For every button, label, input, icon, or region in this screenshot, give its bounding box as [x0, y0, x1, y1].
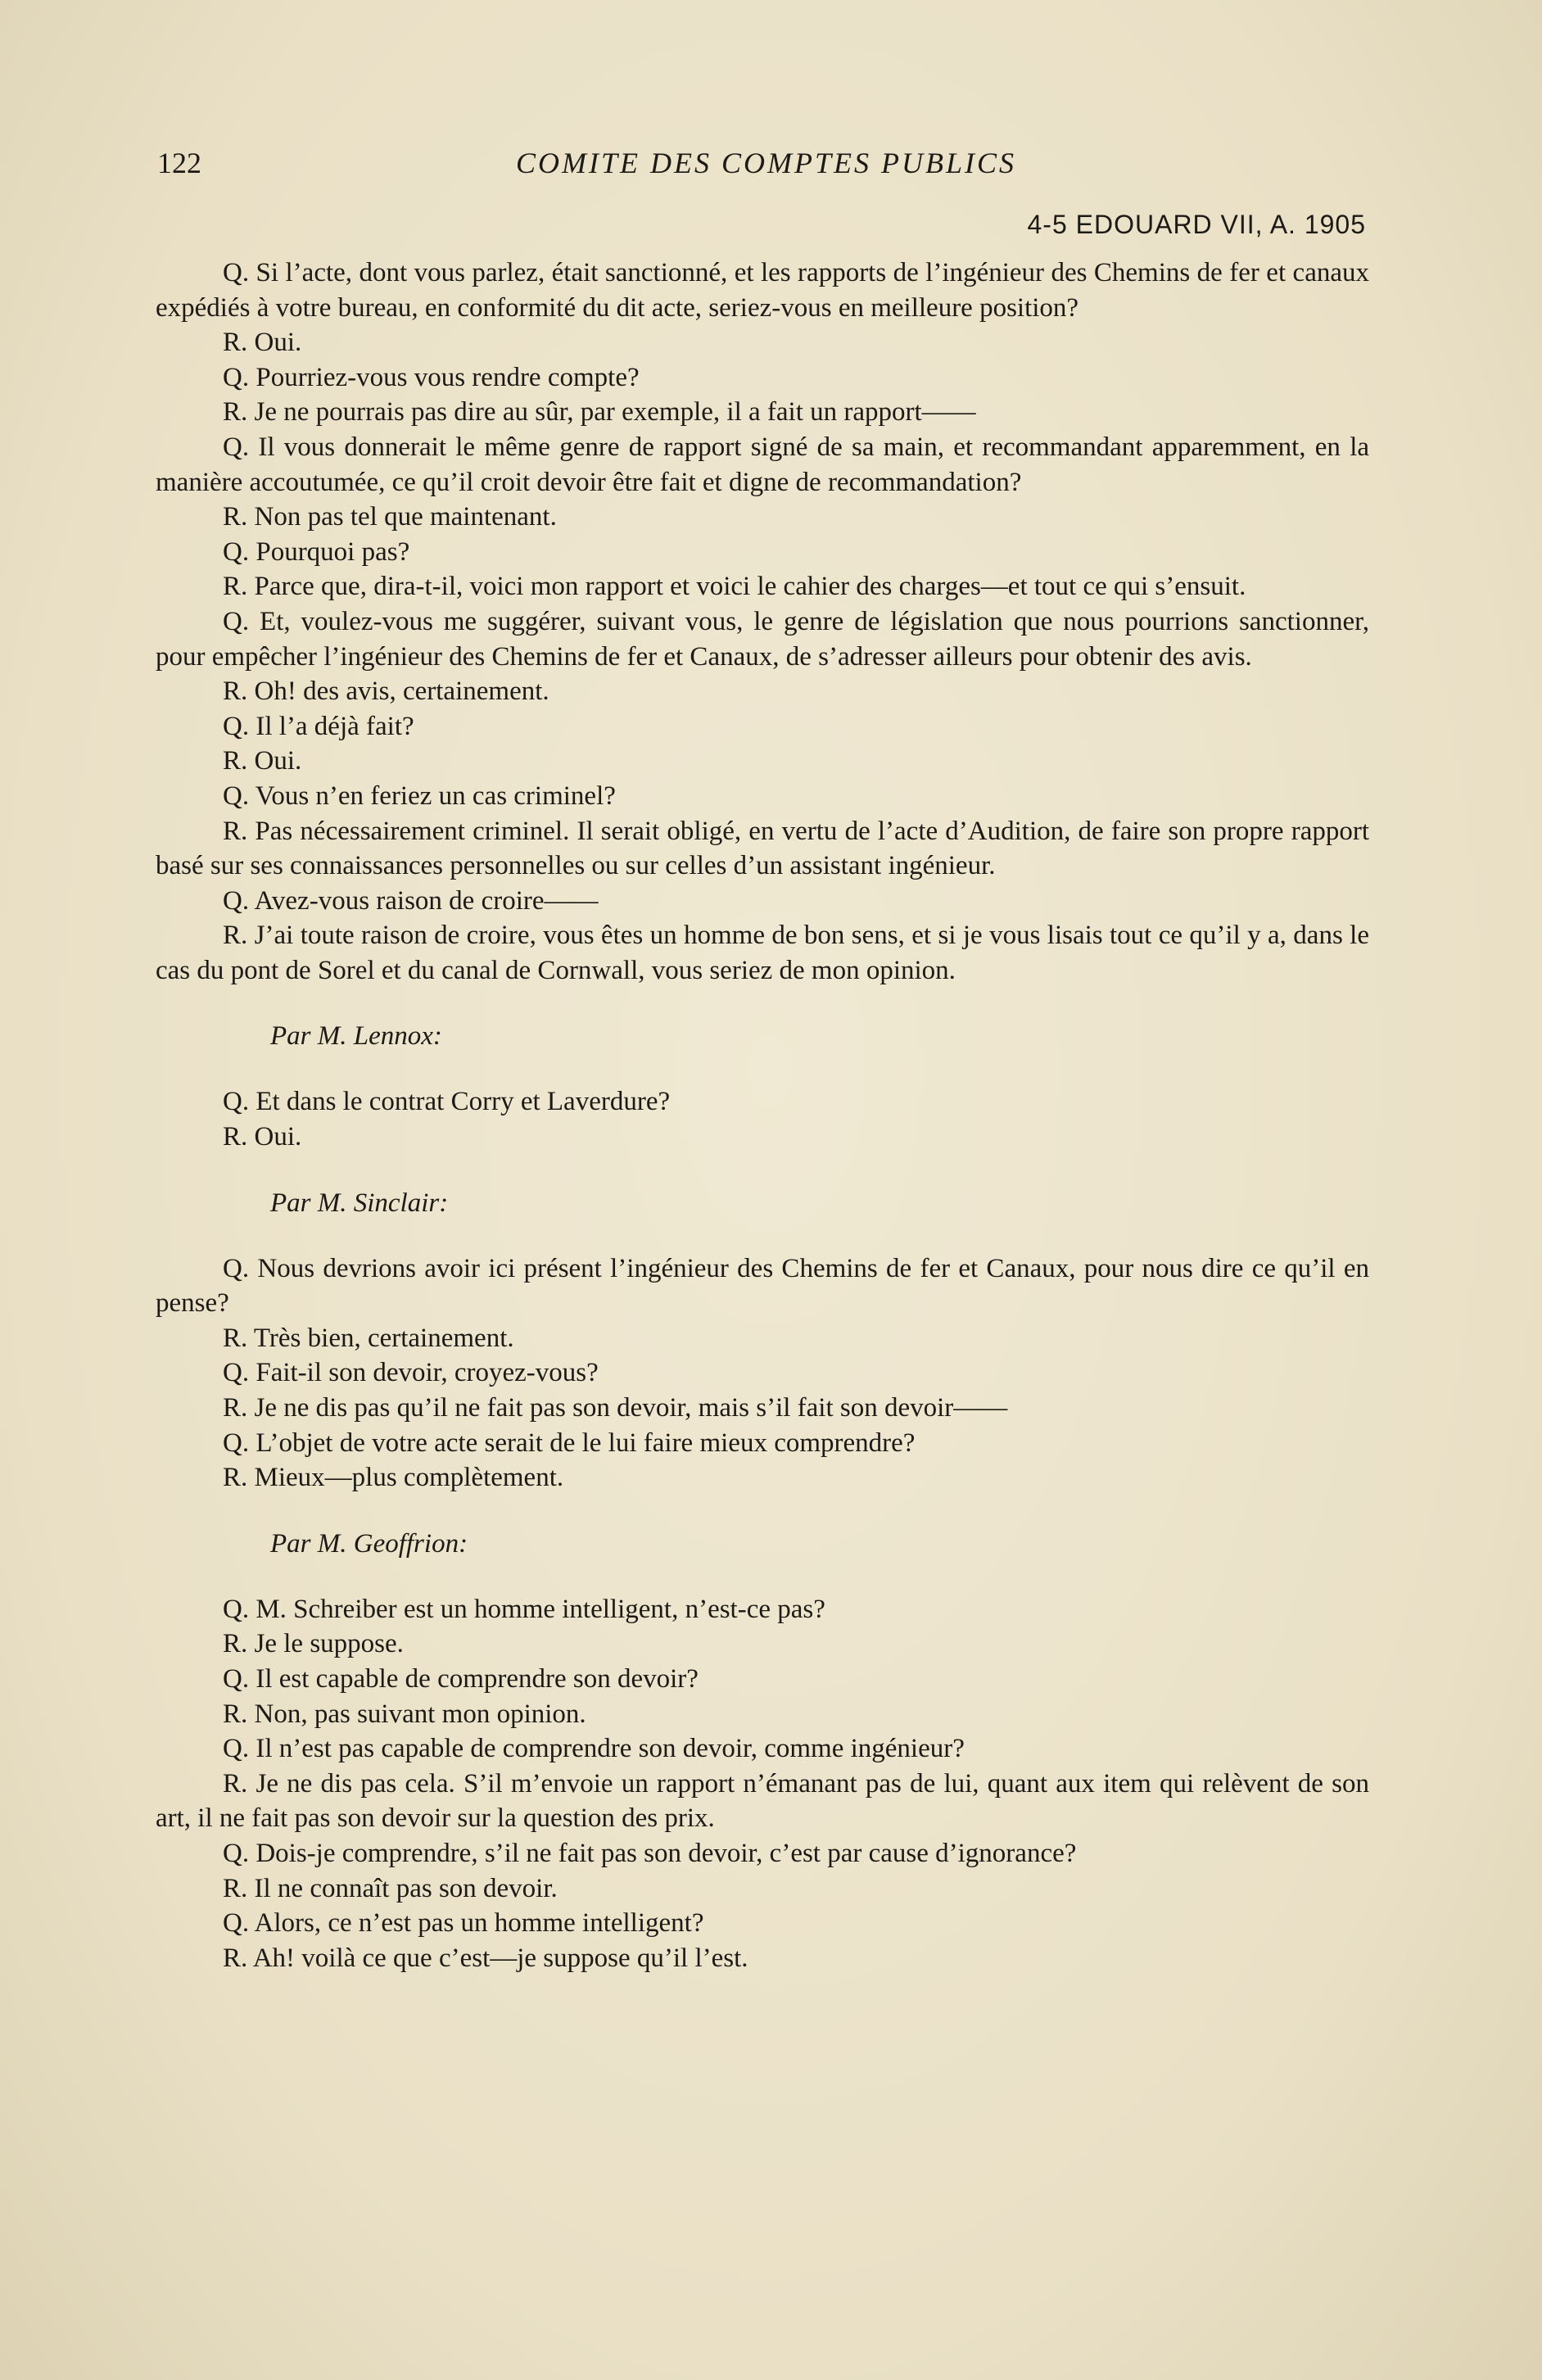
qa-text: Il est capable de comprendre son devoir? [255, 1664, 699, 1694]
qa-marker: Q. [223, 258, 250, 287]
qa-text: Je ne dis pas cela. S’il m’envoie un rapport n’émanant pas de lui, quant aux item qui relèvent de son art, il ne fait pas son devoir sur la question des prix. [156, 1768, 1370, 1834]
qa-text: Et dans le contrat Corry et Laverdure? [255, 1087, 671, 1117]
qa-marker: Q. [223, 1087, 250, 1117]
answer-paragraph [156, 325, 1369, 360]
speaker-heading: Par M. Lennox: [270, 1021, 442, 1052]
question-paragraph [156, 884, 1369, 919]
qa-marker: R. [223, 1699, 248, 1729]
answer-paragraph [156, 500, 1369, 535]
question-paragraph [156, 1836, 1369, 1871]
qa-marker: Q. [223, 1664, 250, 1694]
answer-paragraph [156, 674, 1369, 709]
qa-marker: Q. [223, 885, 250, 916]
qa-text: Il n’est pas capable de comprendre son devoir, comme ingénieur? [255, 1734, 965, 1764]
qa-marker: R. [223, 816, 248, 846]
qa-text: Pourriez-vous vous rendre compte? [255, 362, 640, 392]
answer-paragraph [156, 1321, 1369, 1356]
qa-text: Fait-il son devoir, croyez-vous? [255, 1358, 599, 1388]
qa-marker: Q. [223, 1734, 250, 1764]
qa-marker: Q. [223, 1838, 250, 1868]
qa-marker: Q. [223, 1358, 250, 1388]
qa-text: Pas nécessairement criminel. Il serait obligé, en vertu de l’acte d’Audition, de faire son propre rapport basé sur ses connaissances personnelles ou sur celles d’un assistant ingénieur. [156, 816, 1369, 881]
question-paragraph [156, 1084, 1369, 1120]
question-paragraph [156, 1592, 1369, 1627]
qa-marker: R. [223, 1943, 248, 1973]
qa-marker: R. [223, 572, 248, 602]
qa-text: Pourquoi pas? [255, 536, 410, 567]
qa-marker: Q. [223, 711, 250, 741]
qa-text: Nous devrions avoir ici présent l’ingénieur des Chemins de fer et Canaux, pour nous dire ce qu’il en pense? [156, 1253, 1370, 1319]
qa-text: Et, voulez-vous me suggérer, suivant vous, le genre de législation que nous pourrions sanctionner, pour empêcher l’ingénieur des Chemins de fer et Canaux, de s’adresser ailleurs pour obtenir des avis. [156, 606, 1370, 672]
qa-text: Parce que, dira-t-il, voici mon rapport et voici le cahier des charges—et tout ce qui s’ensuit. [254, 572, 1246, 602]
answer-paragraph [156, 918, 1369, 988]
question-paragraph [156, 1426, 1369, 1461]
qa-marker: Q. [223, 536, 250, 567]
question-paragraph [156, 1251, 1369, 1321]
qa-text: Non pas tel que maintenant. [254, 502, 557, 532]
page-number: 122 [157, 147, 201, 179]
qa-text: Oui. [254, 746, 302, 776]
transcript-body [156, 256, 1369, 1975]
qa-marker: R. [223, 746, 248, 776]
qa-text: Je ne dis pas qu’il ne fait pas son devoir, mais s’il fait son devoir—— [254, 1393, 1008, 1423]
qa-text: Très bien, certainement. [253, 1323, 514, 1353]
speaker-heading: Par M. Sinclair: [270, 1188, 449, 1218]
qa-marker: Q. [223, 1594, 250, 1624]
qa-marker: Q. [223, 362, 250, 392]
qa-marker: R. [223, 502, 248, 532]
qa-marker: Q. [223, 606, 250, 636]
question-paragraph [156, 709, 1369, 744]
answer-paragraph [156, 1767, 1369, 1836]
answer-paragraph [156, 1697, 1369, 1732]
question-paragraph [156, 430, 1369, 500]
qa-marker: R. [223, 1393, 248, 1423]
answer-paragraph [156, 1120, 1369, 1155]
qa-text: Oh! des avis, certainement. [254, 676, 549, 707]
answer-paragraph [156, 1627, 1369, 1662]
answer-paragraph [156, 1460, 1369, 1495]
qa-text: Je ne pourrais pas dire au sûr, par exemple, il a fait un rapport—— [254, 397, 976, 428]
answer-paragraph [156, 569, 1369, 604]
answer-paragraph [156, 1941, 1369, 1976]
question-paragraph [156, 1906, 1369, 1941]
qa-marker: Q. [223, 1253, 250, 1283]
answer-paragraph [156, 744, 1369, 779]
qa-text: Dois-je comprendre, s’il ne fait pas son devoir, c’est par cause d’ignorance? [255, 1838, 1077, 1868]
qa-text: Il vous donnerait le même genre de rapport signé de sa main, et recommandant apparemment, en la manière accoutumée, ce qu’il croit devoir être fait et digne de recommandation? [156, 432, 1370, 497]
qa-marker: R. [223, 1463, 248, 1493]
page-header [0, 146, 1542, 187]
qa-text: J’ai toute raison de croire, vous êtes un homme de bon sens, et si je vous lisais tout ce qu’il y a, dans le cas du pont de Sorel et du canal de Cornwall, vous seriez de mon opinion. [156, 921, 1369, 985]
question-paragraph [156, 604, 1369, 674]
question-paragraph [156, 256, 1369, 325]
question-paragraph [156, 1731, 1369, 1767]
qa-text: Vous n’en feriez un cas criminel? [255, 781, 616, 811]
question-paragraph [156, 1355, 1369, 1391]
qa-marker: R. [223, 676, 248, 707]
qa-text: Il ne connaît pas son devoir. [254, 1873, 558, 1903]
qa-marker: R. [223, 921, 248, 951]
question-paragraph [156, 535, 1369, 570]
answer-paragraph [156, 395, 1369, 430]
qa-text: L’objet de votre acte serait de le lui faire mieux comprendre? [255, 1428, 916, 1458]
qa-marker: R. [223, 397, 248, 428]
qa-text: Alors, ce n’est pas un homme intelligent? [254, 1908, 704, 1939]
qa-marker: R. [223, 1323, 248, 1353]
question-paragraph [156, 779, 1369, 814]
answer-paragraph [156, 1391, 1369, 1426]
qa-marker: R. [223, 1122, 248, 1152]
qa-text: Oui. [254, 1122, 302, 1152]
qa-text: Ah! voilà ce que c’est—je suppose qu’il l’est. [252, 1943, 748, 1973]
answer-paragraph [156, 1871, 1369, 1907]
qa-text: Je le suppose. [254, 1629, 404, 1659]
qa-marker: R. [223, 1768, 248, 1799]
speaker-heading: Par M. Geoffrion: [270, 1528, 468, 1559]
qa-marker: Q. [223, 781, 250, 811]
qa-marker: R. [223, 328, 248, 358]
answer-paragraph [156, 814, 1369, 884]
qa-text: Avez-vous raison de croire—— [254, 885, 599, 916]
qa-marker: Q. [223, 432, 250, 462]
qa-marker: Q. [223, 1428, 250, 1458]
session-label: 4-5 EDOUARD VII, A. 1905 [1027, 210, 1366, 239]
qa-marker: R. [223, 1629, 248, 1659]
qa-text: M. Schreiber est un homme intelligent, n’est-ce pas? [255, 1594, 825, 1624]
question-paragraph [156, 360, 1369, 396]
qa-text: Il l’a déjà fait? [255, 711, 414, 741]
running-title: COMITE DES COMPTES PUBLICS [516, 147, 1016, 179]
qa-text: Non, pas suivant mon opinion. [254, 1699, 586, 1729]
qa-marker: Q. [223, 1908, 250, 1939]
qa-text: Oui. [254, 328, 302, 358]
question-paragraph [156, 1662, 1369, 1697]
qa-marker: R. [223, 1873, 248, 1903]
qa-text: Si l’acte, dont vous parlez, était sanctionné, et les rapports de l’ingénieur des Chemins de fer et canaux expédiés à votre bureau, en conformité du dit acte, seriez-vous en meilleure position? [156, 258, 1369, 323]
qa-text: Mieux—plus complètement. [254, 1463, 564, 1493]
